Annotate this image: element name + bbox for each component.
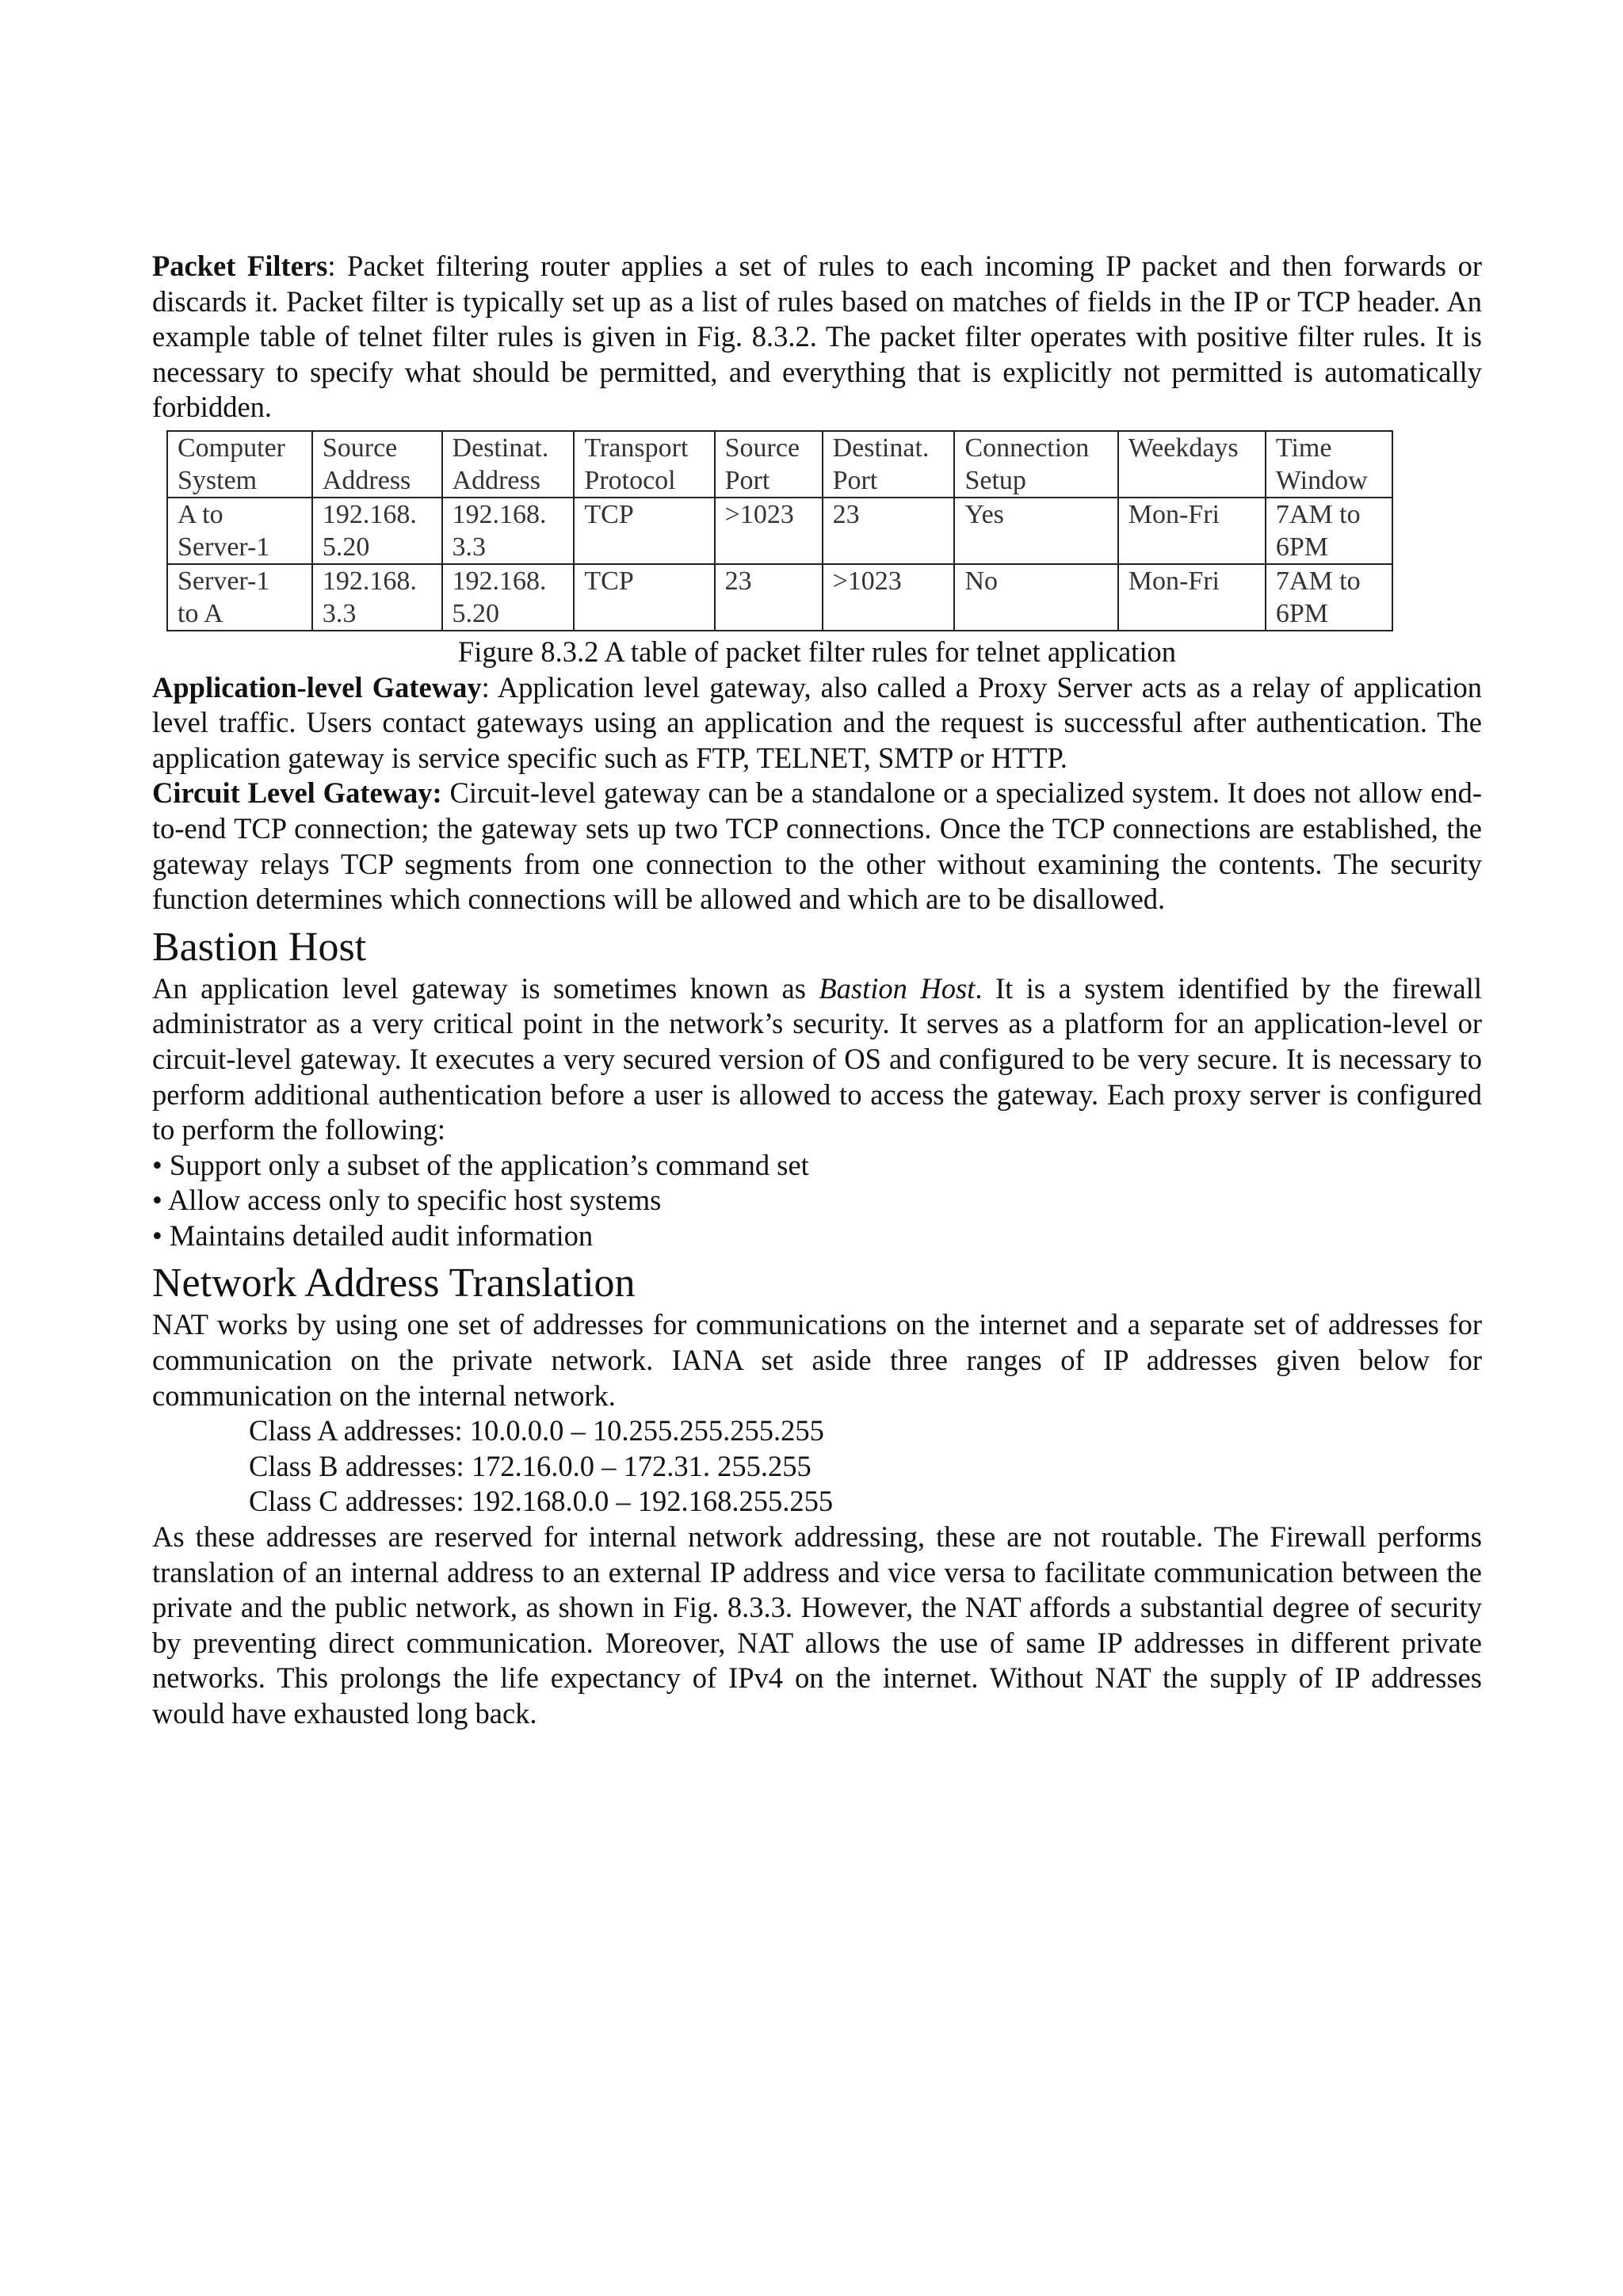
cell-line: Destinat. [452, 433, 549, 463]
table-cell [442, 498, 575, 564]
figure-caption: Figure 8.3.2 A table of packet filter rules for telnet application [457, 635, 1177, 668]
circuit-gateway-paragraph [152, 776, 1482, 917]
proxy-server-bullet-list [152, 1148, 1482, 1254]
cell-line: >1023 [832, 566, 902, 596]
cell-line: Time [1275, 433, 1332, 463]
table-cell [312, 431, 442, 498]
cell-line: Protocol [584, 465, 676, 495]
circuit-gateway-text: Circuit-level gateway can be a standalone or a specialized system. It does not allow end-to-end TCP connection; the gateway sets up two TCP connections. Once the TCP connections are established, the gateway relays TCP segments from one connection to the other without examining the contents. The security function determines which connections will be allowed and which are to be disallowed. [152, 776, 1482, 916]
cell-line: 23 [832, 499, 860, 529]
table-cell [823, 431, 955, 498]
cell-line: Computer [178, 433, 285, 463]
table-cell [167, 498, 312, 564]
nat-heading: Network Address Translation [152, 1261, 636, 1306]
cell-line: 23 [724, 566, 752, 596]
cell-line: 192.168. [322, 566, 417, 596]
table-cell [954, 498, 1117, 564]
cell-line: 5.20 [452, 598, 500, 628]
application-gateway-term: Application-level Gateway [152, 670, 482, 704]
address-class-item: Class B addresses: 172.16.0.0 – 172.31. 255.255 [249, 1449, 812, 1482]
packet-filters-text: : Packet filtering router applies a set of rules to each incoming IP packet and then forwards or discards it. Packet filter is typically set up as a list of rules based on matches of fields in the IP or TCP header. An example table of telnet filter rules is given in Fig. 8.3.2. The packet filter operates with positive filter rules. It is necessary to specify what should be permitted, and everything that is explicitly not permitted is automatically forbidden. [152, 250, 1482, 424]
bastion-text-before: An application level gateway is sometimes known as [152, 971, 819, 1005]
cell-line: 6PM [1275, 532, 1329, 562]
cell-line: System [178, 465, 258, 495]
address-class-list [152, 1413, 1482, 1520]
cell-line: 7AM to [1275, 566, 1361, 596]
cell-line: Setup [964, 465, 1026, 495]
cell-line [964, 531, 1107, 563]
cell-line: Yes [964, 499, 1004, 529]
cell-line: 192.168. [452, 566, 547, 596]
bullet-item: • Allow access only to specific host systems [152, 1184, 662, 1217]
table-cell [1118, 498, 1266, 564]
table-cell [715, 431, 823, 498]
cell-line: Transport [584, 433, 689, 463]
application-gateway-text: : Application level gateway, also called a Proxy Server acts as a relay of application level traffic. Users contact gateways using an application and the request is successful after authentication. The application gateway is service specific such as FTP, TELNET, SMTP or HTTP. [152, 670, 1483, 774]
table-cell [312, 564, 442, 631]
cell-line: 6PM [1275, 598, 1329, 628]
bastion-host-paragraph [152, 971, 1482, 1148]
table-cell [715, 564, 823, 631]
cell-line [833, 597, 945, 630]
packet-filter-rules-table [166, 430, 1393, 631]
table-cell [1118, 431, 1266, 498]
bastion-host-heading: Bastion Host [152, 924, 367, 970]
packet-filters-paragraph [152, 249, 1482, 425]
cell-line [584, 597, 704, 630]
table-cell [167, 564, 312, 631]
cell-line: 3.3 [452, 532, 487, 562]
table-cell [442, 431, 575, 498]
cell-line: Server-1 [178, 532, 270, 562]
table-cell [574, 431, 714, 498]
cell-line: 192.168. [322, 499, 417, 529]
cell-line: to A [178, 598, 223, 628]
cell-line [1128, 464, 1255, 497]
cell-line [1128, 597, 1255, 630]
table-cell [574, 564, 714, 631]
cell-line: Destinat. [832, 433, 930, 463]
table-row [167, 498, 1392, 564]
nat-closing-paragraph: As these addresses are reserved for internal network addressing, these are not routable. The Firewall performs translation of an internal address to an external IP address and vice versa to facilitate communication between the private and the public network, as shown in Fig. 8.3.3. However, the NAT affords a substantial degree of security by preventing direct communication. Moreover, NAT allows the use of same IP addresses in different private networks. This prolongs the life expectancy of IPv4 on the internet. Without NAT the supply of IP addresses would have exhausted long back. [152, 1520, 1482, 1730]
table-cell [823, 564, 955, 631]
table-cell [442, 564, 575, 631]
cell-line: Address [452, 465, 540, 495]
cell-line: Port [832, 465, 878, 495]
table-cell [954, 431, 1117, 498]
cell-line: Weekdays [1128, 433, 1239, 463]
cell-line [1128, 531, 1255, 563]
table-header-row [167, 431, 1392, 498]
cell-line [833, 531, 945, 563]
application-gateway-paragraph [152, 670, 1482, 776]
address-class-item: Class A addresses: 10.0.0.0 – 10.255.255.255.255 [249, 1414, 824, 1447]
bullet-item: • Maintains detailed audit information [152, 1219, 594, 1252]
nat-intro-paragraph: NAT works by using one set of addresses for communications on the internet and a separate set of addresses for communication on the private network. IANA set aside three ranges of IP addresses given below for communication on the internal network. [152, 1308, 1482, 1412]
cell-line: Port [724, 465, 770, 495]
cell-line: 7AM to [1275, 499, 1361, 529]
table-cell [954, 564, 1117, 631]
cell-line: A to [178, 499, 223, 529]
cell-line: Address [322, 465, 411, 495]
cell-line: TCP [584, 566, 634, 596]
table-cell [1266, 498, 1392, 564]
table-cell [574, 498, 714, 564]
cell-line: TCP [584, 499, 634, 529]
cell-line [725, 531, 812, 563]
address-class-item: Class C addresses: 192.168.0.0 – 192.168.255.255 [249, 1485, 834, 1518]
bullet-item: • Support only a subset of the application’s command set [152, 1148, 809, 1181]
cell-line: 192.168. [452, 499, 547, 529]
circuit-gateway-term: Circuit Level Gateway: [152, 776, 442, 810]
cell-line: Server-1 [178, 566, 270, 596]
cell-line: Window [1275, 465, 1368, 495]
bastion-text-after: . It is a system identified by the firewall administrator as a very critical point in the network’s security. It serves as a platform for an application-level or circuit-level gateway. It executes a very secured version of OS and configured to be very secure. It is necessary to perform additional authentication before a user is allowed to access the gateway. Each proxy server is configured to perform the following: [152, 971, 1482, 1146]
cell-line [725, 597, 812, 630]
table-row [167, 564, 1392, 631]
packet-filters-term: Packet Filters [152, 250, 328, 282]
cell-line: Connection [964, 433, 1090, 463]
bastion-italic-term: Bastion Host [819, 971, 976, 1005]
cell-line [584, 531, 704, 563]
table-cell [1118, 564, 1266, 631]
table-body [167, 431, 1392, 631]
table-cell [167, 431, 312, 498]
table-cell [715, 498, 823, 564]
cell-line: Mon-Fri [1128, 566, 1220, 596]
cell-line: Source [724, 433, 800, 463]
cell-line: Source [322, 433, 398, 463]
cell-line: 5.20 [322, 532, 370, 562]
cell-line: 3.3 [322, 598, 357, 628]
cell-line: >1023 [724, 499, 794, 529]
cell-line [964, 597, 1107, 630]
table-cell [823, 498, 955, 564]
cell-line: Mon-Fri [1128, 499, 1220, 529]
table-cell [1266, 564, 1392, 631]
table-cell [1266, 431, 1392, 498]
table-cell [312, 498, 442, 564]
cell-line: No [964, 566, 998, 596]
document-page [152, 249, 1482, 1732]
